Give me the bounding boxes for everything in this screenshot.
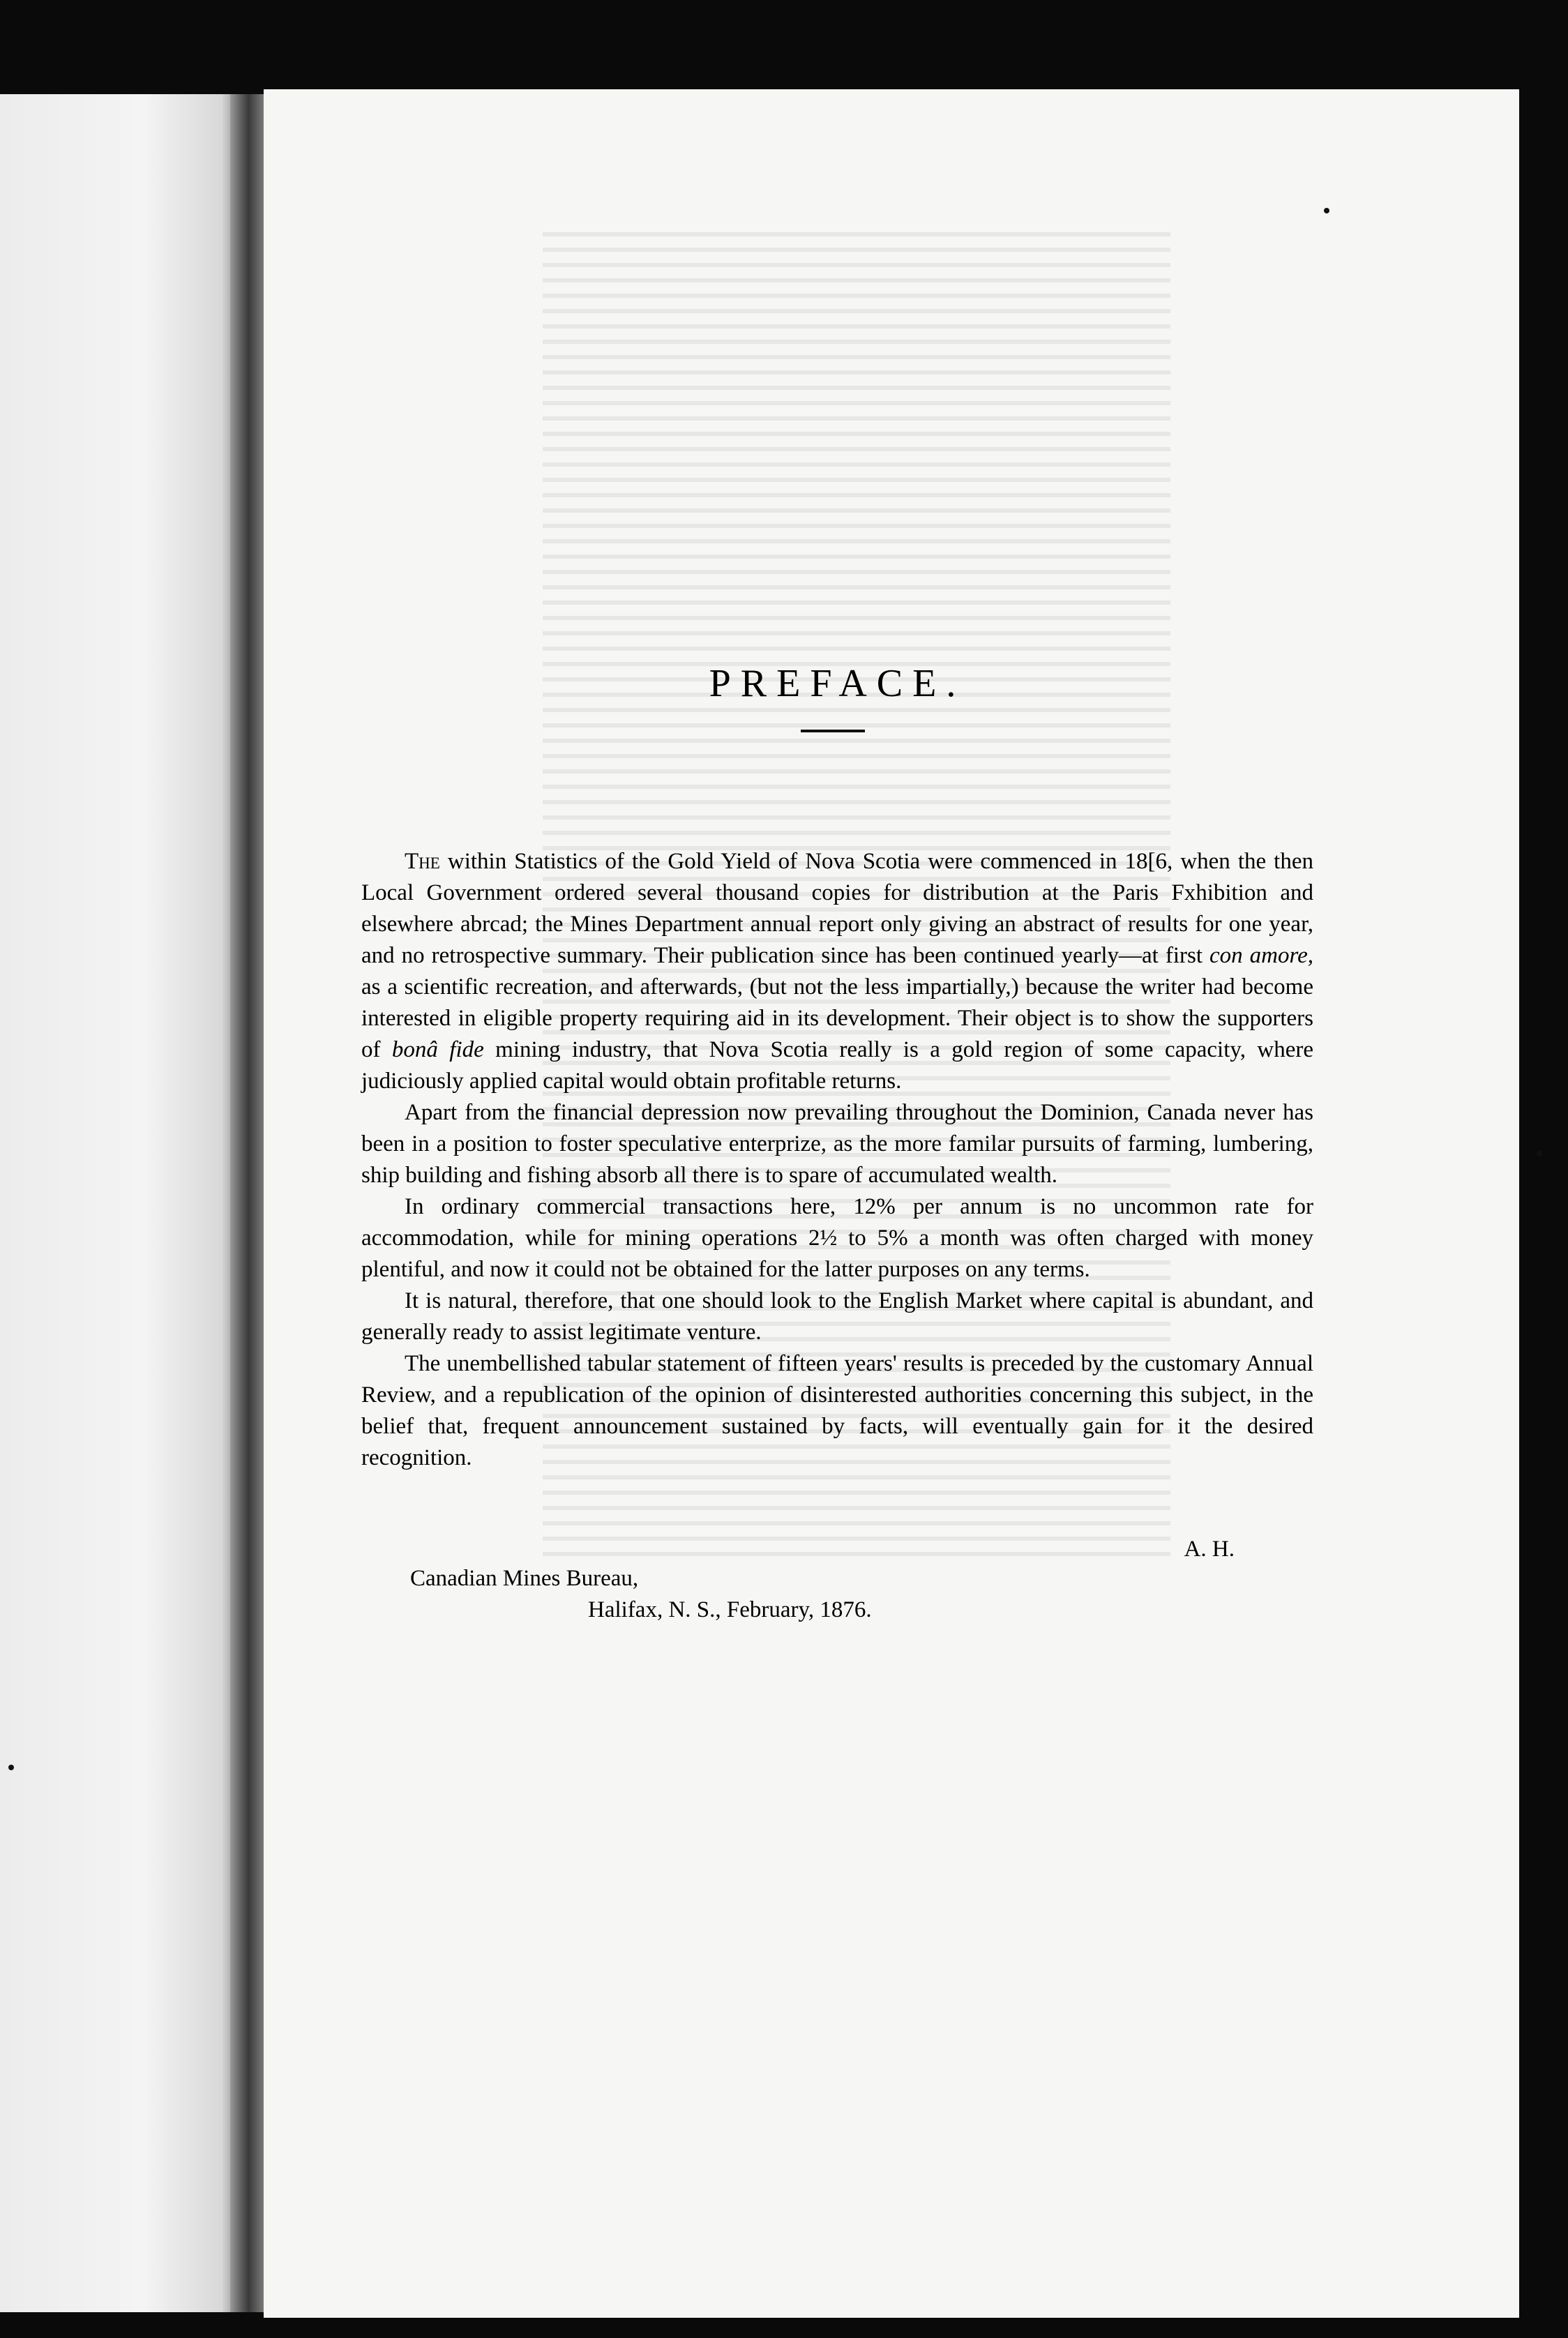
book-gutter	[230, 94, 264, 2312]
italic-phrase: bonâ fide	[391, 1037, 484, 1062]
paragraph-text: mining industry, that Nova Scotia really is a gold region of some capacity, where judiciously applied capital would obtain profitable returns.	[361, 1037, 1313, 1094]
lead-word: The	[405, 849, 440, 874]
signature-date: Halifax, N. S., February, 1876.	[588, 1597, 872, 1622]
page	[264, 89, 1519, 2318]
paragraph-2: Apart from the financial depression now prevailing throughout the Dominion, Canada never has been in a position to foster speculative enterprize, as the more familar pursuits of farming, lumbering, ship building and fishing absorb all there is to spare of accumulated wealth.	[361, 1100, 1313, 1188]
title-rule	[801, 730, 865, 732]
italic-phrase: con amore,	[1209, 943, 1313, 968]
left-page-edge	[0, 94, 241, 2312]
page-title: PREFACE.	[709, 662, 966, 705]
paragraph-text: as a scientific recreation, and afterwards, (but not the less impartially,) because the writer had become interested in eligible property requiring aid in its development. Their object is to show the supporters of	[361, 974, 1313, 1062]
paragraph-1	[361, 846, 1313, 1097]
speck	[1537, 1151, 1542, 1156]
paragraph-4: It is natural, therefore, that one should look to the English Market where capital is abundant, and generally ready to assist legitimate venture.	[361, 1288, 1313, 1345]
paragraph-text: within Statistics of the Gold Yield of Nova Scotia were commenced in 18[6, when the then Local Government ordered several thousand copies for distribution at the Paris Fxhibition and elsewhere abrcad; the Mines Department annual report only giving an abstract of results for one year, and no retrospective summary. Their publication since has been continued yearly—at first	[361, 849, 1313, 968]
signature-place: Canadian Mines Bureau,	[410, 1566, 639, 1591]
paragraph-3: In ordinary commercial transactions here, 12% per annum is no uncommon rate for accommodation, while for mining operations 2½ to 5% a month was often charged with money plentiful, and now it could not be obtained for the latter purposes on any terms.	[361, 1194, 1313, 1282]
speck	[8, 1765, 14, 1770]
paragraph-5: The unembellished tabular statement of fifteen years' results is preceded by the customary Annual Review, and a republication of the opinion of disinterested authorities concerning this subject, in the belief that, frequent announcement sustained by facts, will eventually gain for it the desired recognition.	[361, 1351, 1313, 1470]
preface-body	[361, 846, 1313, 1474]
signature-initials: A. H.	[1184, 1537, 1235, 1562]
speck	[1324, 208, 1329, 213]
